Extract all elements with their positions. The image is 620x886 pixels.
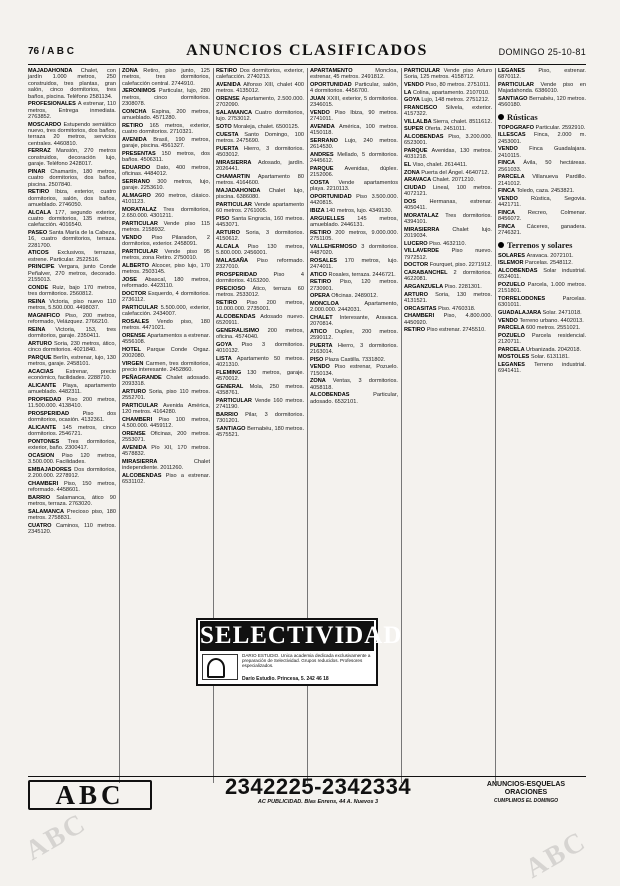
page-number: 76 / A B C — [28, 46, 74, 57]
classified-ad: PARTICULAR Vende apartamento 60 metros. 2761005. — [216, 201, 305, 214]
classified-ad: EMBAJADORES Dos dormitorios, 2.200.000. 2278912. — [28, 466, 116, 480]
selectividad-advert — [196, 618, 403, 686]
classified-ad: MOSCARDO Estupendo semiático nuevo, tres dormitorios, dos baños, terraza 20 metros, servicios centrales. 4460810. — [28, 121, 116, 147]
classified-ad: REINA Victoria, 153, tres dormitorios, garaje. 2350411. — [28, 326, 116, 340]
classified-ad: ALCOBENDAS Solar industrial. 6524011. — [498, 268, 586, 281]
notices-banner — [466, 781, 586, 805]
classified-ad: RETIRO Piso estrenar. 2745510. — [404, 327, 486, 334]
classified-ad: SERRANO 300 metros, lujo, garaje. 2253610. — [122, 178, 210, 192]
classified-ad: RETIRO Piso, 120 metros. 2730901. — [310, 279, 399, 292]
classified-ad: VENDO Piso Pilaradon, 2 dormitorios, exterior. 2458091. — [122, 234, 210, 248]
classified-ad: MIRASIERRA Chalet independiente. 2011260. — [122, 458, 210, 472]
classified-ad: PARTICULAR 5.500.000, exterior, calefacción. 2434007. — [122, 304, 210, 318]
classified-ad: PROPIEDAD Piso 200 metros, 11.500.000. 4138410. — [28, 396, 116, 410]
page-date: DOMINGO 25-10-81 — [498, 47, 586, 57]
classified-ad: FINCA Toledo, caza. 2453821. — [498, 188, 575, 195]
classified-ad: PARQUE Avenidas, dúplex. 2152006. — [310, 166, 399, 179]
classified-ad: HOTEL Parque Conde Orgaz. 2002080. — [122, 346, 210, 360]
classified-ad: ZONA Puerta del Ángel. 4640712. — [404, 169, 490, 176]
classified-ad: APARTAMENTO Moncloa, estrenar, 45 metros. 2491812. — [310, 68, 398, 81]
classified-ad: ATICOS Exclusivos, terrazas, estrene. Particular. 2522516. — [28, 250, 116, 263]
classified-ad: PARTICULAR Vende piso 95 metros, zona Retiro. 2750010. — [122, 248, 210, 262]
classified-ad: ALCALA Piso 130 metros, 5.800.000. 2456001. — [216, 243, 304, 256]
classified-ad: MIRASIERRA Adosado, jardín. 2026441. — [216, 159, 304, 172]
classified-ad: ROSALES Vendo piso, 180 metros. 4471021. — [122, 318, 210, 332]
classified-ad: VIRGEN Carmen, tres dormitorios, precio interesante. 2452860. — [122, 360, 210, 374]
bullet-icon — [498, 114, 504, 120]
classified-ad: CARABANCHEL 2 dormitorios. 4622081. — [404, 269, 492, 283]
classified-ad: ORENSE Apartamentos a estrenar. 4556108. — [122, 332, 210, 346]
classified-ad: ARTURO Soria, 230 metros, ático, cinco dormitorios. 4021840. — [28, 340, 116, 354]
classified-ad: BARRIO Salamanca, ático 90 metros, terraza. 2763020. — [28, 494, 116, 508]
classified-ad: MAGNIFICO Piso, 200 metros, reformado, Velázquez. 2766210. — [28, 312, 117, 326]
classified-ad: VENDO Piso Ibiza, 90 metros. 2741011. — [310, 110, 398, 123]
classified-ad: CUATRO Caminos, 110 metros. 2345120. — [28, 522, 116, 536]
classified-ad: ARTURO Soria, piso 110 metros. 2552701. — [122, 388, 211, 402]
classified-ad: MONCLOA Apartamento, 2.000.000. 2442031. — [310, 300, 398, 314]
classified-ad: PARTICULAR Avenida América, 120 metros. 4164280. — [122, 402, 210, 416]
classified-ad: FERRAZ Mansión, 270 metros construidos, decoración lujo, garaje. Teléfono 2428017. — [28, 148, 116, 168]
classified-ad: PRINCIPE Vergara, junto Conde Peñalver, 270 metros, decorado. 2155013. — [28, 264, 116, 284]
classified-ad: CUESTA Santo Domingo, 100 metros. 2475690. — [216, 131, 305, 144]
page-footer — [28, 776, 586, 809]
classified-ad: ALCOBENDAS Adosado nuevo. 6520911. — [216, 313, 304, 326]
classified-ad: PUERTA Hierro, 3 dormitorios. 4503012. — [216, 145, 304, 158]
notices-subtitle: CUMPLIMOS EL DOMINGO — [493, 798, 559, 804]
classified-ad: ALICANTE 145 metros, cinco dormitorios. 2546721. — [28, 424, 116, 438]
advert-title: SELECTIVIDAD — [200, 622, 403, 649]
column-6 — [498, 68, 586, 783]
classified-ad: MIRASIERRA Chalet lujo. 2019034. — [404, 226, 492, 240]
notices-title: ANUNCIOS-ESQUELAS ORACIONES — [486, 781, 566, 796]
classified-ad: AVENIDA América, 100 metros. 4150118. — [310, 124, 398, 137]
classified-ad: JOSE Abascal, 180 metros, reformado. 4423110. — [122, 276, 211, 290]
classified-ad: GENERALISIMO 200 metros, oficina. 4574040. — [216, 327, 304, 340]
classified-ad: ARAVACA Chalet. 2071210. — [404, 177, 476, 184]
classified-ad: ALBERTO Alcocer, piso lujo, 170 metros. 2503145. — [122, 262, 210, 276]
classified-ad: AVENIDA Alfonso XIII, chalet 400 metros. 4135012. — [216, 82, 304, 95]
classified-ad: AVENIDA Brasil, 190 metros, garaje, piscina. 4561327. — [122, 136, 211, 150]
classified-ad: IBIZA 140 metros, lujo. 4349130. — [310, 208, 393, 214]
classified-ad: ARTURO Soria, 3 dormitorios. 4150612. — [216, 229, 304, 242]
classified-ad: PASEO Santa María de la Cabeza, 16, cuatro dormitorios, terraza. 2281700. — [28, 230, 116, 249]
classified-ad: PARTICULAR Vende piso Arturo Soria, 125 metros. 4158712. — [404, 68, 492, 81]
classified-ad: DOS Hermanas, estrenar. 4050411. — [404, 198, 492, 212]
classified-ad: DOCTOR Esquerdo, 4 dormitorios. 2736112. — [122, 290, 210, 304]
classified-ad: MAJADAHONDA Chalet lujo, piscina. 6386080. — [216, 187, 304, 200]
classified-ad: ARTURO Soria, 130 metros. 4131521. — [404, 291, 492, 304]
watermark: ABC — [20, 807, 92, 867]
classified-ad: PINAR Chamartín, 180 metros, cuatro dormitorios, dos baños, piscina. 2507840. — [28, 168, 116, 188]
section-heading: Terrenos y solares — [498, 241, 586, 250]
classified-ad: MORATALAZ Tres dormitorios. 4394101. — [404, 212, 492, 226]
classified-ad: ARGANZUELA Piso. 2281301. — [404, 283, 482, 290]
classified-ad: PARCELA Urbanizada. 2042018. — [498, 346, 582, 353]
classified-ad: PARCELA 600 metros. 2551021. — [498, 325, 581, 332]
classified-ad: CONCHA Espina, 200 metros, amueblado. 4571280. — [122, 108, 210, 122]
classified-ad: VILLALBA Sierra, chalet. 8511612. — [404, 118, 492, 125]
classified-ad: ACACIAS Estrenar, precio económico, facilidades. 2288710. — [28, 368, 116, 382]
classified-ad: BARRIO Pilar, 3 dormitorios. 7301201. — [216, 411, 304, 424]
classified-ad: VALLEHERMOSO 3 dormitorios. 4487020. — [310, 243, 398, 256]
classified-ad: ILLESCAS Finca, 2.000 m. 2453001. — [498, 132, 587, 145]
classified-ad: VENDO Terreno urbano. 4402013. — [498, 317, 584, 324]
classified-ad: FINCA Cáceres, ganadera. 2746321. — [498, 224, 586, 237]
classified-ad: MOSTOLES Solar. 6131181. — [498, 354, 570, 361]
classified-ad: CIUDAD Lineal, 100 metros. 4072121. — [404, 184, 492, 198]
classified-ad: ROSALES 170 metros, lujo. 2474011. — [310, 257, 398, 270]
classified-ad: SALAMANCA Cuatro dormitorios, lujo. 2753012. — [216, 110, 304, 123]
classified-ad: GENERAL Mola, 250 metros. 4358761. — [216, 383, 304, 396]
classified-ad: VENDO Finca Guadalajara. 2410115. — [498, 146, 586, 159]
classified-ad: CHAMARTIN Apartamento 80 metros. 4164600. — [216, 173, 304, 186]
classified-ad: PUERTA Hierro, 3 dormitorios. 2163014. — [310, 342, 398, 356]
classified-ad: JUAN XXIII, exterior, 5 dormitorios. 2346015. — [310, 96, 398, 109]
classified-ad: OPERA Oficinas. 2489012. — [310, 293, 378, 300]
classified-ad: GOYA Piso 3 dormitorios. 4010132. — [216, 341, 304, 354]
classified-ad: PROFESIONALES A estrenar, 110 metros, Entrega inmediata. 2763852. — [28, 101, 116, 121]
classified-ad: PARTICULAR Vende 160 metros. 2741190. — [216, 397, 304, 410]
classified-ad: PROSPERIDAD Piso 4 dormitorios. 4163200. — [216, 271, 304, 284]
column-1 — [28, 68, 116, 783]
classified-ad: ALICANTE Playa, apartamento amueblado. 4482311. — [28, 382, 116, 396]
classified-ad: PARQUE Berlín, estrenar, lujo, 130 metros, garaje. 2458101. — [28, 354, 116, 368]
classified-ad: PARQUE Avenidas, 130 metros. 4031218. — [404, 147, 492, 161]
classified-ad: ZONA Retiro, piso junto, 125 metros, tres dormitorios, calefacción central. 2744910. — [122, 68, 210, 87]
classified-ad: ALCOBENDAS Piso a estrenar. 6531102. — [122, 472, 210, 486]
classified-ad: PEÑAGRANDE Chalet adosado. 2093318. — [122, 374, 210, 388]
classified-ad: LISTA Apartamento 50 metros. 4021310. — [216, 355, 305, 368]
classified-ad: CONDE Ruiz, bajo 170 metros, tres dormitorios. 2560812. — [28, 284, 116, 298]
classified-ad: FLEMING 130 metros, garaje. 4570012. — [216, 369, 304, 382]
classified-ad: SERRANO Lujo, 240 metros. 2614530. — [310, 138, 398, 151]
classified-ad: GOYA Lujo, 148 metros. 2751212. — [404, 97, 490, 104]
classified-ad: ALCOBENDAS Particular, adosado. 6532101. — [310, 392, 398, 405]
classified-ad: AVENIDA Pío XII, 170 metros. 4578832. — [122, 444, 210, 458]
classified-ad: POZUELO Parcela residencial. 2120711. — [498, 332, 586, 346]
classified-ad: ALMAGRO 260 metros, clásico. 4101123. — [122, 192, 211, 206]
classified-ad: ANDRES Mellado, 5 dormitorios. 2445612. — [310, 152, 398, 165]
classified-ad: PRECIOSO Ático, terraza 60 metros. 2533012. — [216, 285, 304, 298]
classified-ad: MORATALAZ Tres dormitorios, 2.650.000. 4301211. — [122, 206, 210, 220]
column-divider — [119, 68, 120, 783]
classified-ad: POZUELO Parcela, 1.000 metros. 2151801. — [498, 282, 587, 295]
classified-ad: DOCTOR Fourquet, piso. 2271912. — [404, 262, 492, 269]
classified-ad: RETIRO Piso 200 metros, 10.000.000. 2735001. — [216, 299, 304, 312]
classified-ad: RETIRO 200 metros, 9.000.000. 2751105. — [310, 229, 398, 242]
classified-ad: ISLEMOR Parcelas. 2548112. — [498, 260, 573, 267]
classified-ad: ZONA Ventas, 3 dormitorios. 4058118. — [310, 378, 398, 391]
classified-ad: ALCALA 177, segundo exterior, cuatro dormitorios, 135 metros, calefacción. 4016540. — [28, 209, 116, 229]
academy-logo-icon — [202, 654, 238, 680]
classified-ad: ATICO Duplex, 200 metros. 2590112. — [310, 328, 398, 342]
classified-ad: RETIRO 165 metros, exterior, cuatro dormitorios. 2710321. — [122, 122, 210, 136]
classified-ad: RETIRO Dos dormitorios, exterior, calefacción. 2740213. — [216, 68, 304, 81]
classified-ad: ARGUELLES 145 metros, amueblado. 2446131. — [310, 215, 398, 228]
agency-address: AC PUBLICIDAD. Blas Enrens, 44 A. Nuevos 3 — [257, 799, 379, 805]
section-heading: Rústicas — [498, 113, 586, 122]
classified-ad: LEGANES Terreno industrial. 6941411. — [498, 361, 586, 375]
classified-ad: PARTICULAR Vende piso 115 metros. 2158932. — [122, 220, 211, 234]
classified-ad: ATICO Rosales, terraza. 2446721. — [310, 271, 396, 278]
classified-ad: ORENSE Apartamento, 2.500.000. 2702090. — [216, 96, 304, 109]
classified-ad: VENDO Piso estrenar, Pozuelo. 7150134. — [310, 364, 398, 377]
section-title: ANUNCIOS CLASIFICADOS — [186, 42, 428, 59]
contact-phones: 2342225-2342334 — [224, 774, 412, 799]
page-header — [28, 44, 586, 65]
classified-ad: PARTICULAR Vende piso en Majadahonda. 6386010. — [498, 82, 586, 95]
classified-ad: CHAMBERI Piso, 150 metros, reformado. 4458601. — [28, 480, 116, 494]
classified-ad: TORRELODONES Parcelas. 6301011. — [498, 296, 586, 309]
classified-ad: GUADALAJARA Solar. 2471018. — [498, 310, 582, 316]
classified-ad: SALAMANCA Precioso piso, 180 metros. 2758831. — [28, 508, 116, 522]
classified-ad: MALASAÑA Piso reformado. 2327010. — [216, 257, 304, 270]
column-5 — [404, 68, 492, 783]
classified-ad: VILLAVERDE Piso nuevo. 7972512. — [404, 248, 492, 261]
classified-ad: EL Viso, chalet. 2614411. — [404, 161, 468, 168]
classified-ad: MAJADAHONDA Chalet, con jardín 1.000 metros, 250 construidos, tres plantas, gran salón, cinco dormitorios, tres baños, piscina. Teléfono 2581134. — [28, 68, 116, 100]
classified-ad: LUCERO Piso. 4632110. — [404, 240, 467, 247]
classified-ad: EDUARDO Dato, 400 metros, oficinas. 4484012. — [122, 164, 210, 178]
classified-ad: VENDO Rústica, Segovia. 4421711. — [498, 196, 587, 209]
column-divider — [495, 68, 496, 783]
column-divider — [401, 68, 402, 783]
classified-ad: OPORTUNIDAD Particular, salón, 4 dormitorios. 4456700. — [310, 82, 398, 95]
classified-ad: SANTIAGO Bernabéu, 120 metros. 4560180. — [498, 96, 587, 109]
classified-ad: COSTA Vende apartamentos playa. 2210113. — [310, 180, 399, 193]
classified-ad: SUPER Oferta. 2451011. — [404, 126, 467, 133]
classified-ad: CHAMBERI Piso, 4.800.000. 4450920. — [404, 313, 492, 326]
classified-ad: LA Colina, apartamento. 2107010. — [404, 89, 490, 96]
bullet-icon — [498, 242, 504, 248]
advert-address: Darío Estudio. Princesa, 5. 242 46 18 — [242, 676, 329, 682]
classified-ad: PROSPERIDAD Piso dos dormitorios, ocasión. 4132361. — [28, 410, 116, 424]
classified-ad: VENDO Piso, 80 metros. 2751011. — [404, 82, 491, 88]
classified-ad: SANTIAGO Bernabéu, 180 metros. 4575521. — [216, 425, 305, 438]
classified-ad: PISO Plaza Castilla. 7331802. — [310, 356, 386, 363]
classified-ad: OPORTUNIDAD Piso 3.500.000. 4420815. — [310, 194, 399, 207]
classified-ad: ORCASITAS Piso. 4760318. — [404, 305, 476, 312]
classified-ad: RETIRO Ibiza, exterior, cuatro dormitorios, salón, dos baños, amueblado. 2746050. — [28, 189, 116, 209]
classified-ad: OCASION Piso 120 metros, 3.500.000. Facilidades. — [28, 452, 116, 466]
classified-ad: SOTO Moraleja, chalet. 6500125. — [216, 124, 300, 130]
classified-ad: FINCA Recreo, Colmenar. 8456072. — [498, 210, 587, 223]
classified-ad: PONTONES Tres dormitorios, exterior, baño. 2300417. — [28, 438, 116, 452]
classified-ad: TOPOGRAFO Particular. 2592910. — [498, 124, 586, 131]
classified-ad: FINCA Ávila, 50 hectáreas. 2561033. — [498, 160, 586, 173]
classified-ad: JERONIMOS Particular, lujo, 280 metros, cinco dormitorios. 2308078. — [122, 88, 210, 108]
classified-ad: PARCELA Villanueva Pardillo. 2141012. — [498, 174, 586, 187]
watermark: ABC — [520, 825, 592, 885]
classified-ad: CHAMBERI Piso 100 metros, 4.500.000. 4459112. — [122, 416, 210, 430]
classified-ad: PRESENTAS 150 metros, dos baños. 4506311. — [122, 150, 210, 164]
classified-ad: FRANCISCO Silvela, exterior. 4157322. — [404, 104, 493, 118]
classified-ad: ORENSE Oficinas, 200 metros. 2553071. — [122, 430, 210, 444]
classified-ad: SOLARES Aravaca. 2072101. — [498, 252, 574, 259]
classified-ad: PISO Santa Engracia, 160 metros. 4453071. — [216, 215, 304, 228]
classified-ad: LEGANES Piso, estrenar. 6870112. — [498, 68, 586, 81]
advert-body: DARIO ESTUDIO. Unica academia dedicada exclusivamente a preparación de Selectividad. Grupos reducidos. Profesores especializados. — [242, 653, 371, 669]
classified-ad: REINA Victoria, piso nuevo 110 metros, 5.500.000. 4498037. — [28, 298, 116, 312]
abc-logo: ABC — [28, 780, 152, 810]
classified-ad: CHALET Interesante, Aravaca. 2070814. — [310, 314, 398, 328]
classified-ad: ALCOBENDAS Piso, 3.200.000. 6523001. — [404, 133, 492, 147]
